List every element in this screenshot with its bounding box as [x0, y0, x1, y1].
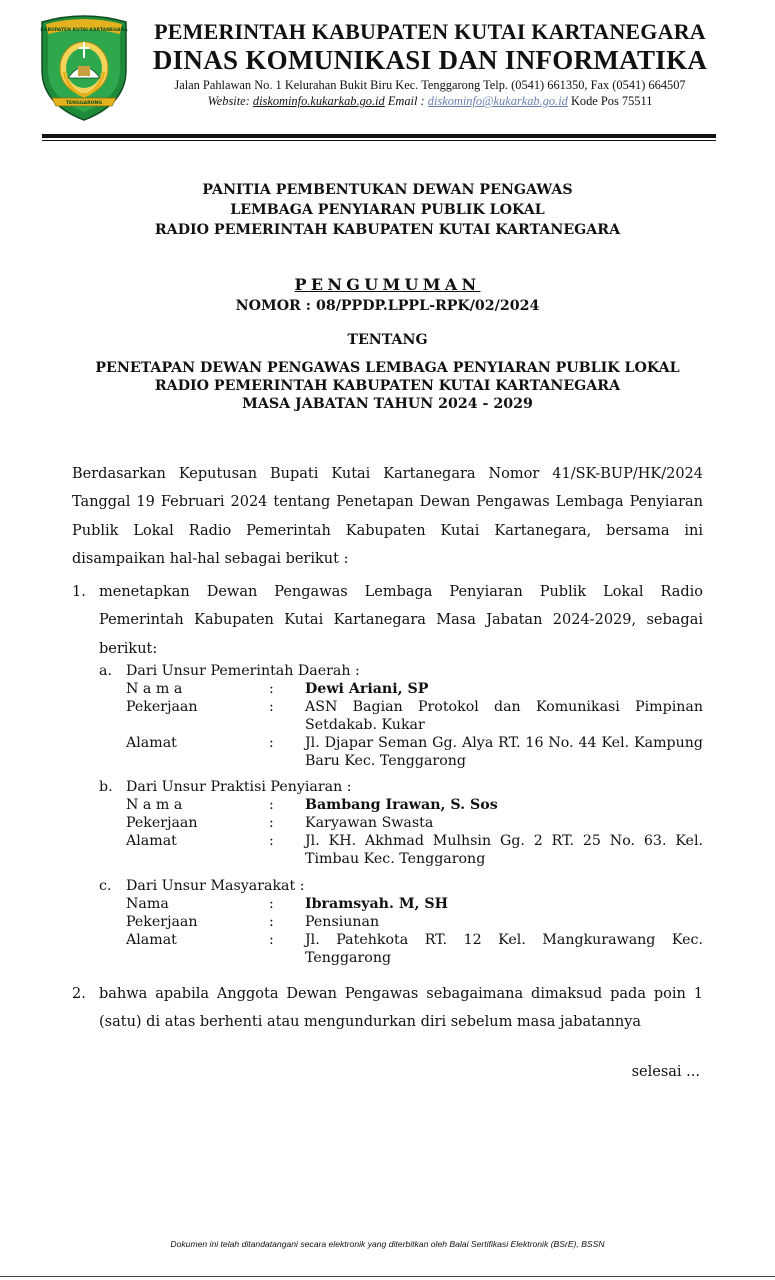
subject-line-1: PENETAPAN DEWAN PENGAWAS LEMBAGA PENYIARAN PUBLIK LOKAL	[95, 360, 680, 376]
member-c-name-colon: :	[269, 896, 274, 912]
website-link[interactable]: diskominfo.kukarkab.go.id	[252, 94, 385, 108]
subject-line-3: MASA JABATAN TAHUN 2024 - 2029	[242, 396, 533, 412]
member-b-name-label: N a m a	[126, 797, 183, 813]
item-1-text: menetapkan Dewan Pengawas Lembaga Penyiaran Publik Lokal Radio Pemerintah Kabupaten Kutai Kartanegara Masa Jabatan 2024-2029, sebagai berikut:	[99, 584, 703, 657]
member-c-address: Jl. Patehkota RT. 12 Kel. Mangkurawang Kec. Tenggarong	[305, 932, 703, 966]
postal-code: Kode Pos 75511	[570, 94, 653, 108]
agency-address: Jalan Pahlawan No. 1 Kelurahan Bukit Biru Kec. Tenggarong Telp. (0541) 661350, Fax (0541) 664507	[174, 78, 686, 92]
committee-line-1: PANITIA PEMBENTUKAN DEWAN PENGAWAS	[202, 182, 573, 198]
member-b-name-colon: :	[269, 797, 274, 813]
item-2-text: bahwa apabila Anggota Dewan Pengawas sebagaimana dimaksud pada poin 1 (satu) di atas berhenti atau mengundurkan diri sebelum masa jabatannya	[99, 986, 703, 1031]
item-1-number: 1.	[72, 584, 86, 600]
member-a-job-label: Pekerjaan	[126, 699, 198, 715]
e-signature-note: Dokumen ini telah ditandatangani secara elektronik yang diterbitkan oleh Balai Sertifikasi Elektronik (BSrE), BSSN	[170, 1239, 605, 1249]
svg-text:KABUPATEN KUTAI KARTANEGARA: KABUPATEN KUTAI KARTANEGARA	[40, 28, 128, 33]
member-a-address-colon: :	[269, 735, 274, 751]
announcement-number: NOMOR : 08/PPDP.LPPL-RPK/02/2024	[235, 298, 540, 314]
member-c-job-colon: :	[269, 914, 274, 930]
committee-line-2: LEMBAGA PENYIARAN PUBLIK LOKAL	[230, 202, 545, 218]
member-b-address: Jl. KH. Akhmad Mulhsin Gg. 2 RT. 25 No. 63. Kel. Timbau Kec. Tenggarong	[305, 833, 703, 867]
announcement-about: TENTANG	[347, 332, 428, 348]
member-a-letter: a.	[99, 663, 112, 679]
agency-name: DINAS KOMUNIKASI DAN INFORMATIKA	[152, 45, 708, 75]
member-c-address-label: Alamat	[126, 932, 177, 948]
continued-marker: selesai ...	[631, 1064, 700, 1080]
member-c-heading: Dari Unsur Masyarakat :	[126, 878, 305, 894]
member-b-job-label: Pekerjaan	[126, 815, 198, 831]
member-b-name: Bambang Irawan, S. Sos	[305, 797, 498, 813]
member-c-job: Pensiunan	[305, 914, 380, 930]
committee-line-3: RADIO PEMERINTAH KABUPATEN KUTAI KARTANEGARA	[154, 222, 621, 238]
item-2-number: 2.	[72, 986, 86, 1002]
member-c-name-label: Nama	[126, 896, 169, 912]
intro-paragraph: Berdasarkan Keputusan Bupati Kutai Kartanegara Nomor 41/SK-BUP/HK/2024 Tanggal 19 Februari 2024 tentang Penetapan Dewan Pengawas Lembaga Penyiaran Publik Lokal Radio Pemerintah Kabupaten Kutai Kartanegara, bersama ini disampaikan hal-hal sebagai berikut :	[72, 466, 703, 567]
kutai-kartanegara-emblem	[38, 12, 130, 122]
member-a-job-colon: :	[269, 699, 274, 715]
member-c-name: Ibramsyah. M, SH	[305, 896, 449, 912]
member-a-job: ASN Bagian Protokol dan Komunikasi Pimpinan Setdakab. Kukar	[305, 699, 703, 733]
email-label: Email :	[387, 94, 425, 108]
member-a-name-label: N a m a	[126, 681, 183, 697]
member-a-heading: Dari Unsur Pemerintah Daerah :	[126, 663, 360, 679]
member-b-address-label: Alamat	[126, 833, 177, 849]
member-a-address-label: Alamat	[126, 735, 177, 751]
member-b-letter: b.	[99, 779, 113, 795]
member-a-address: Jl. Djapar Seman Gg. Alya RT. 16 No. 44 Kel. Kampung Baru Kec. Tenggarong	[305, 735, 703, 769]
subject-line-2: RADIO PEMERINTAH KABUPATEN KUTAI KARTANEGARA	[154, 378, 621, 394]
member-c-job-label: Pekerjaan	[126, 914, 198, 930]
svg-text:TENGGARONG: TENGGARONG	[65, 101, 103, 106]
member-b-heading: Dari Unsur Praktisi Penyiaran :	[126, 779, 352, 795]
member-b-job: Karyawan Swasta	[305, 815, 434, 831]
letterhead-rule-thick	[42, 134, 716, 138]
website-label: Website:	[207, 94, 250, 108]
member-c-letter: c.	[99, 878, 112, 894]
member-a-name: Dewi Ariani, SP	[305, 681, 429, 697]
announcement-title: PENGUMUMAN	[294, 275, 481, 294]
member-b-job-colon: :	[269, 815, 274, 831]
agency-contact	[134, 93, 726, 109]
email-link[interactable]: diskominfo@kukarkab.go.id	[427, 94, 568, 108]
member-a-name-colon: :	[269, 681, 274, 697]
government-name: PEMERINTAH KABUPATEN KUTAI KARTANEGARA	[154, 19, 706, 44]
member-c-address-colon: :	[269, 932, 274, 948]
member-b-address-colon: :	[269, 833, 274, 849]
page-bottom-edge	[0, 1276, 775, 1277]
letterhead-rule-thin	[42, 140, 716, 141]
